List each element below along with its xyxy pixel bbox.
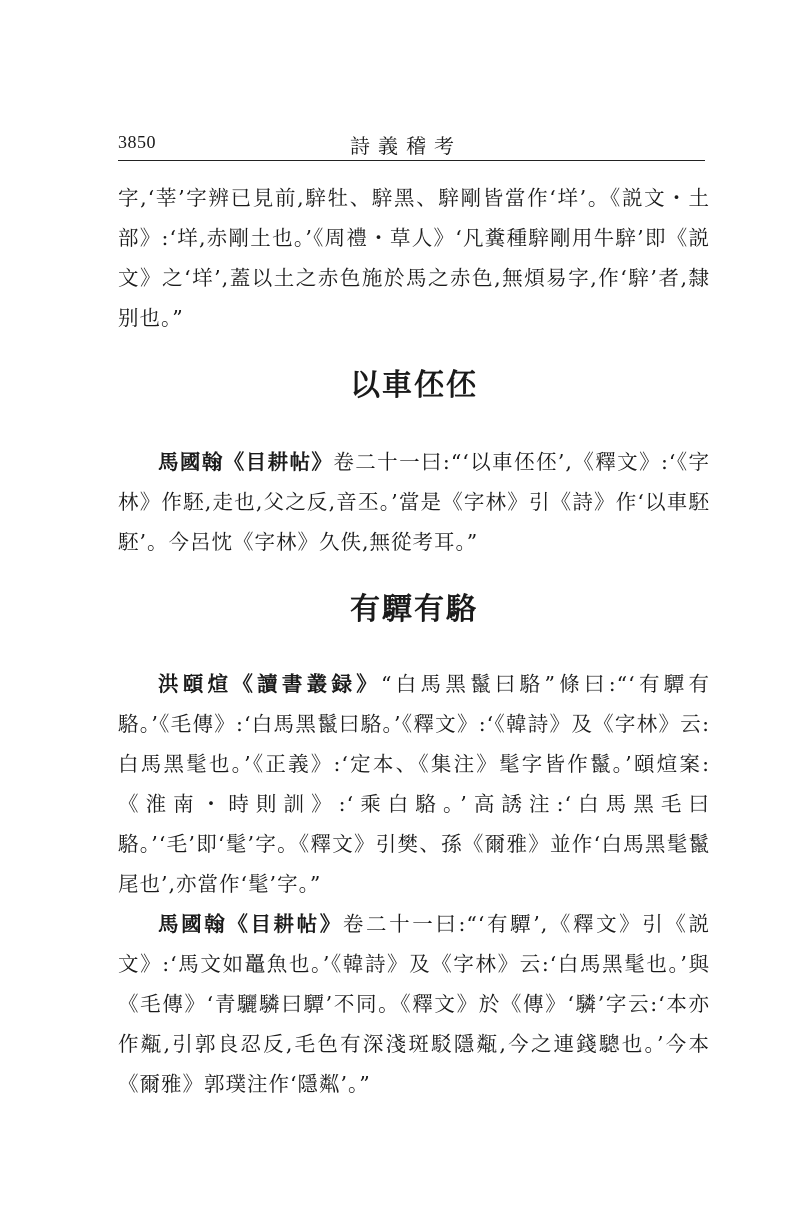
paragraph-text: “白馬黑鬣曰駱”條曰:“‘有驔有駱。’《毛傳》:‘白馬黑鬣曰駱。’《釋文》:‘《韓詩》及《字林》云:白馬黑髦也。’《正義》:‘定本、《集注》髦字皆作鬣。’頤煊案:《淮南・時則訓》:‘乘白駱。’高誘注:‘白馬黑毛曰駱。’‘毛’即‘髦’字。《釋文》引樊、孫《爾雅》並作‘白馬黑髦鬣尾也’,亦當作‘髦’字。” bbox=[118, 672, 710, 896]
page-number: 3850 bbox=[118, 132, 156, 152]
paragraph-ma-guohan-1 bbox=[118, 442, 710, 562]
page-body bbox=[118, 178, 710, 1104]
paragraph-ma-guohan-2 bbox=[118, 904, 710, 1104]
paragraph-text: 卷二十一曰:“‘以車伾伾’,《釋文》:‘《字林》作駓,走也,父之反,音丕。’當是《字林》引《詩》作‘以車駓駓’。今呂忱《字林》久佚,無從考耳。” bbox=[118, 450, 711, 554]
page-header bbox=[118, 130, 705, 161]
source-citation: 洪頤煊《讀書叢録》 bbox=[158, 672, 382, 696]
paragraph-hong-yixuan bbox=[118, 664, 710, 904]
book-title: 詩義稽考 bbox=[350, 134, 462, 158]
section-heading-you-dian-you-luo: 有驔有駱 bbox=[350, 592, 478, 627]
source-citation: 馬國翰《目耕帖》 bbox=[158, 450, 334, 474]
source-citation: 馬國翰《目耕帖》 bbox=[158, 912, 343, 936]
paragraph-text: 卷二十一曰:“‘有驔’,《釋文》引《説文》:‘馬文如鼉魚也。’《韓詩》及《字林》云:‘白馬黑髦也。’與《毛傳》‘青驪驎曰驔’不同。《釋文》於《傳》‘驎’字云:‘本亦作甐,引郭良忍反,毛色有深淺斑駁隱甐,今之連錢驄也。’今本《爾雅》郭璞注作‘隱粼’。” bbox=[118, 912, 711, 1096]
continuation-paragraph: 字,‘莘’字辨已見前,騂牡、騂黑、騂剛皆當作‘垟’。《説文・土部》:‘垟,赤剛土也。’《周禮・草人》‘凡糞種騂剛用牛騂’即《説文》之‘垟’,蓋以土之赤色施於馬之赤色,無煩易字,作‘騂’者,隸别也。” bbox=[118, 186, 710, 330]
section-heading-yi-che-pi-pi: 以車伾伾 bbox=[350, 368, 478, 403]
